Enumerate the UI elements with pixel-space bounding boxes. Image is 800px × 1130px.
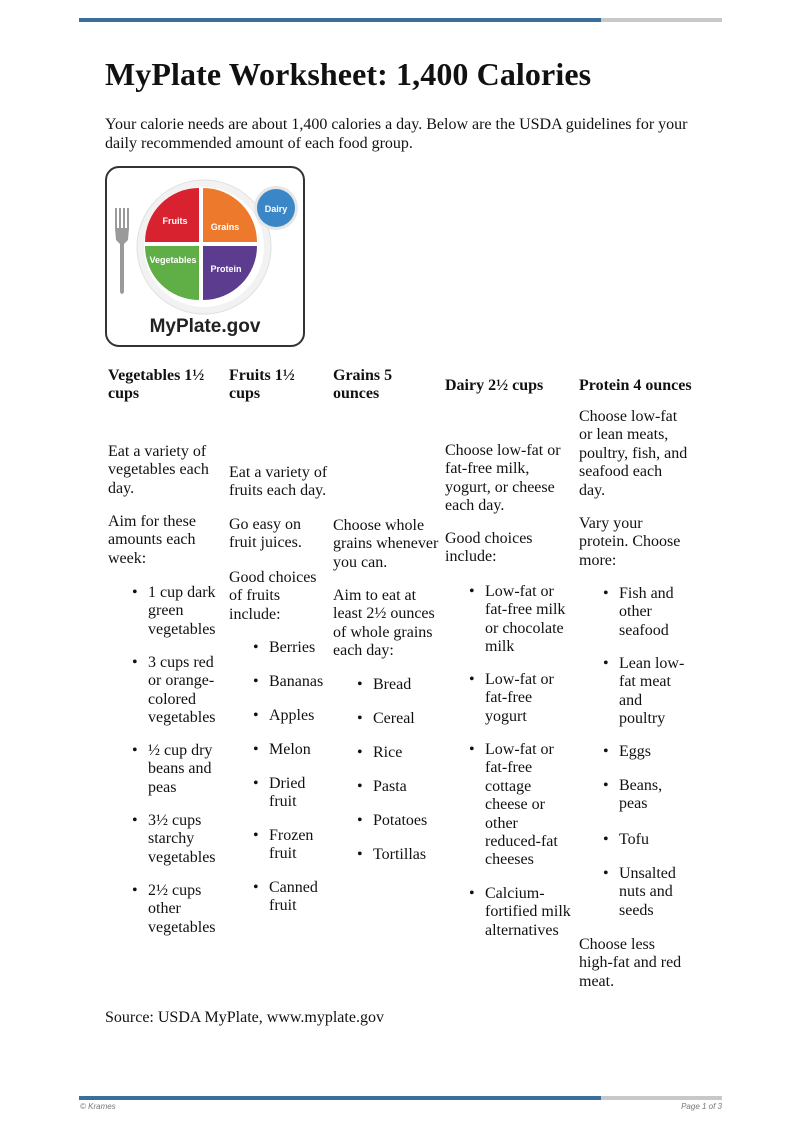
text-line: Lean low- xyxy=(619,655,685,672)
text-line: vegetables xyxy=(148,918,216,936)
text-line: fruit xyxy=(269,845,297,863)
bullet-icon: • xyxy=(469,671,475,688)
bullet-icon: • xyxy=(357,778,363,795)
text-line: Dairy 2½ cups xyxy=(445,377,544,394)
text-line: of whole grains xyxy=(333,623,433,641)
text-line: 1 cup dark xyxy=(148,584,216,601)
text-line: protein. Choose xyxy=(579,533,681,551)
grains-paragraph-p2 xyxy=(333,587,435,661)
text-line: Choose whole xyxy=(333,517,425,534)
text-line: Grains 5 xyxy=(333,367,393,384)
text-line: Tortillas xyxy=(373,846,427,863)
text-line: peas xyxy=(619,795,648,813)
text-line: seafood each xyxy=(579,463,663,481)
text-line: meat. xyxy=(579,972,615,990)
dairy-paragraph-p1 xyxy=(445,442,561,516)
text-line: Apples xyxy=(269,707,315,724)
text-line: Bread xyxy=(373,676,412,693)
bullet-icon: • xyxy=(253,673,259,690)
list-item xyxy=(603,655,685,729)
list-item xyxy=(469,741,558,870)
list-item xyxy=(357,710,415,728)
text-line: Canned xyxy=(269,879,318,896)
bullet-icon: • xyxy=(253,639,259,656)
list-item xyxy=(357,846,427,864)
text-line: vegetables xyxy=(148,848,216,866)
text-line: starchy xyxy=(148,830,195,848)
protein-label: Protein xyxy=(210,264,242,274)
text-line: 2½ cups xyxy=(148,882,202,899)
text-line: Protein 4 ounces xyxy=(579,377,692,394)
myplate-logo xyxy=(105,166,305,347)
bullet-icon: • xyxy=(253,741,259,758)
text-line: and xyxy=(619,691,643,709)
list-item xyxy=(132,882,216,937)
text-line: cheeses xyxy=(485,851,534,869)
text-line: high-fat and red xyxy=(579,954,682,972)
fruits-heading xyxy=(229,367,295,404)
bullet-icon: • xyxy=(357,744,363,761)
text-line: fruit xyxy=(269,793,297,811)
bullet-icon: • xyxy=(253,879,259,896)
text-line: Rice xyxy=(373,744,403,761)
text-line: milk xyxy=(485,638,515,656)
list-item xyxy=(603,585,674,640)
list-item xyxy=(357,676,412,694)
list-item xyxy=(357,744,403,762)
text-line: seafood xyxy=(619,621,669,639)
text-line: Good choices xyxy=(229,569,317,586)
list-item xyxy=(603,743,651,761)
list-item xyxy=(469,583,566,657)
bullet-icon: • xyxy=(469,885,475,902)
text-line: cottage xyxy=(485,777,532,795)
text-line: or orange- xyxy=(148,672,215,690)
fruits-paragraph-p1 xyxy=(229,464,327,501)
list-item xyxy=(132,812,216,867)
text-line: Berries xyxy=(269,639,316,656)
list-item xyxy=(603,777,663,814)
text-line: cups xyxy=(229,385,261,403)
protein-heading xyxy=(579,377,692,395)
text-line: fruits each day. xyxy=(229,482,327,500)
text-line: amounts each xyxy=(108,531,196,549)
text-line: week: xyxy=(108,549,147,567)
vegetables-label: Vegetables xyxy=(149,255,197,265)
myplate-site-name: MyPlate.gov xyxy=(149,316,261,337)
text-line: Aim to eat at xyxy=(333,587,417,604)
text-line: ½ cup dry xyxy=(148,742,213,759)
text-line: Vary your xyxy=(579,515,643,532)
list-item xyxy=(253,775,306,812)
protein-paragraph-p3 xyxy=(579,936,681,991)
text-line: Tofu xyxy=(619,831,649,848)
fruits-paragraph-p3 xyxy=(229,569,317,624)
text-line: Fruits 1½ xyxy=(229,367,295,384)
text-line: beans and xyxy=(148,760,212,778)
text-line: peas xyxy=(148,778,177,796)
fork-icon xyxy=(115,208,129,294)
text-line: Choose less xyxy=(579,936,655,953)
list-item xyxy=(253,741,311,759)
text-line: grains whenever xyxy=(333,535,439,553)
protein-paragraph-p1 xyxy=(579,408,687,500)
grains-heading xyxy=(333,367,392,404)
text-line: ounces xyxy=(333,385,380,403)
text-line: yogurt xyxy=(485,707,527,725)
text-line: more: xyxy=(579,551,617,569)
dairy-label: Dairy xyxy=(264,204,288,214)
source-note: Source: USDA MyPlate, www.myplate.gov xyxy=(105,1009,384,1026)
text-line: Choose low-fat or xyxy=(445,442,561,459)
text-line: reduced-fat xyxy=(485,833,558,851)
text-line: Potatoes xyxy=(373,812,428,829)
text-line: other xyxy=(485,814,518,832)
text-line: Low-fat or xyxy=(485,741,554,758)
text-line: poultry xyxy=(619,710,666,728)
text-line: green xyxy=(148,602,184,620)
text-line: other xyxy=(619,603,652,621)
bullet-icon: • xyxy=(603,865,609,882)
text-line: of fruits xyxy=(229,587,281,605)
fruits-paragraph-p2 xyxy=(229,516,302,553)
bullet-icon: • xyxy=(253,775,259,792)
text-line: Eat a variety of xyxy=(229,464,328,481)
bullet-icon: • xyxy=(603,585,609,602)
text-line: Low-fat or xyxy=(485,583,554,600)
bullet-icon: • xyxy=(357,812,363,829)
text-line: cups xyxy=(108,385,140,403)
bullet-icon: • xyxy=(132,584,138,601)
text-line: 3 cups red xyxy=(148,654,214,671)
text-line: fat-free milk, xyxy=(445,460,530,478)
text-line: nuts and xyxy=(619,883,673,901)
grains-paragraph-p1 xyxy=(333,517,438,572)
bottom-rule-accent xyxy=(79,1096,601,1100)
text-line: include: xyxy=(229,605,281,623)
text-line: day. xyxy=(579,481,606,499)
text-line: Go easy on xyxy=(229,516,301,533)
text-line: vegetables xyxy=(148,709,216,727)
list-item xyxy=(469,671,554,726)
text-line: fortified milk xyxy=(485,903,571,921)
text-line: Calcium- xyxy=(485,885,545,902)
text-line: Vegetables 1½ xyxy=(108,367,205,384)
footer-page-number: Page 1 of 3 xyxy=(681,1102,722,1111)
text-line: Melon xyxy=(269,741,311,758)
text-line: fat-free xyxy=(485,689,533,707)
protein-paragraph-p2 xyxy=(579,515,680,570)
list-item xyxy=(357,778,407,796)
bullet-icon: • xyxy=(357,846,363,863)
vegetables-heading xyxy=(108,367,204,404)
text-line: or chocolate xyxy=(485,619,564,637)
text-line: include: xyxy=(445,548,497,566)
bullet-icon: • xyxy=(357,710,363,727)
text-line: Unsalted xyxy=(619,865,676,882)
top-rule xyxy=(79,18,722,22)
text-line: seeds xyxy=(619,901,654,919)
bullet-icon: • xyxy=(132,882,138,899)
bullet-icon: • xyxy=(357,676,363,693)
text-line: fruit xyxy=(269,897,297,915)
text-line: Beans, xyxy=(619,777,663,794)
text-line: day. xyxy=(108,479,135,497)
dairy-heading xyxy=(445,377,543,395)
footer-copyright: © Krames xyxy=(80,1102,116,1111)
dairy-paragraph-p2 xyxy=(445,530,533,567)
text-line: cheese or xyxy=(485,796,545,814)
text-line: vegetables xyxy=(148,620,216,638)
list-item xyxy=(132,742,213,797)
text-line: other xyxy=(148,900,181,918)
list-item xyxy=(253,707,315,725)
text-line: you can. xyxy=(333,553,388,571)
text-line: or lean meats, xyxy=(579,426,669,444)
list-item xyxy=(253,827,314,864)
text-line: yogurt, or cheese xyxy=(445,478,555,496)
list-item xyxy=(253,639,316,657)
list-item xyxy=(132,654,216,728)
text-line: alternatives xyxy=(485,921,559,939)
text-line: fat-free xyxy=(485,759,533,777)
text-line: fruit juices. xyxy=(229,534,302,552)
text-line: Dried xyxy=(269,775,306,792)
text-line: Good choices xyxy=(445,530,533,547)
list-item xyxy=(357,812,428,830)
text-line: Eat a variety of xyxy=(108,443,207,460)
text-line: Cereal xyxy=(373,710,415,727)
text-line: Aim for these xyxy=(108,513,196,530)
text-line: least 2½ ounces xyxy=(333,605,435,623)
bullet-icon: • xyxy=(132,812,138,829)
list-item xyxy=(603,865,676,920)
grains-label: Grains xyxy=(210,222,240,232)
text-line: fat-free milk xyxy=(485,601,566,619)
text-line: each day. xyxy=(445,497,505,515)
bullet-icon: • xyxy=(603,655,609,672)
bullet-icon: • xyxy=(132,654,138,671)
text-line: Eggs xyxy=(619,743,651,760)
bullet-icon: • xyxy=(253,707,259,724)
page-title: MyPlate Worksheet: 1,400 Calories xyxy=(105,56,592,92)
text-line: Choose low-fat xyxy=(579,408,678,425)
text-line: Low-fat or xyxy=(485,671,554,688)
text-line: each day: xyxy=(333,642,394,660)
bullet-icon: • xyxy=(132,742,138,759)
list-item xyxy=(603,831,649,849)
bullet-icon: • xyxy=(469,583,475,600)
bullet-icon: • xyxy=(603,743,609,760)
fruits-label: Fruits xyxy=(162,216,188,226)
intro-text: Your calorie needs are about 1,400 calories a day. Below are the USDA guidelines for your daily recommended amount of each food group. xyxy=(105,116,688,152)
text-line: Frozen xyxy=(269,827,314,844)
bottom-rule xyxy=(79,1096,722,1100)
top-rule-accent xyxy=(79,18,601,22)
text-line: Fish and xyxy=(619,585,674,602)
list-item xyxy=(132,584,216,639)
list-item xyxy=(253,673,324,691)
vegetables-paragraph-p1 xyxy=(108,443,209,498)
list-item xyxy=(253,879,318,916)
text-line: 3½ cups xyxy=(148,812,202,829)
text-line: poultry, fish, and xyxy=(579,444,688,462)
text-line: fat meat xyxy=(619,673,671,691)
text-line: vegetables each xyxy=(108,461,209,479)
vegetables-paragraph-p2 xyxy=(108,513,196,568)
bullet-icon: • xyxy=(469,741,475,758)
text-line: colored xyxy=(148,690,196,708)
list-item xyxy=(469,885,571,940)
bullet-icon: • xyxy=(603,777,609,794)
bullet-icon: • xyxy=(603,831,609,848)
text-line: Bananas xyxy=(269,673,324,690)
text-line: Pasta xyxy=(373,778,407,795)
bullet-icon: • xyxy=(253,827,259,844)
